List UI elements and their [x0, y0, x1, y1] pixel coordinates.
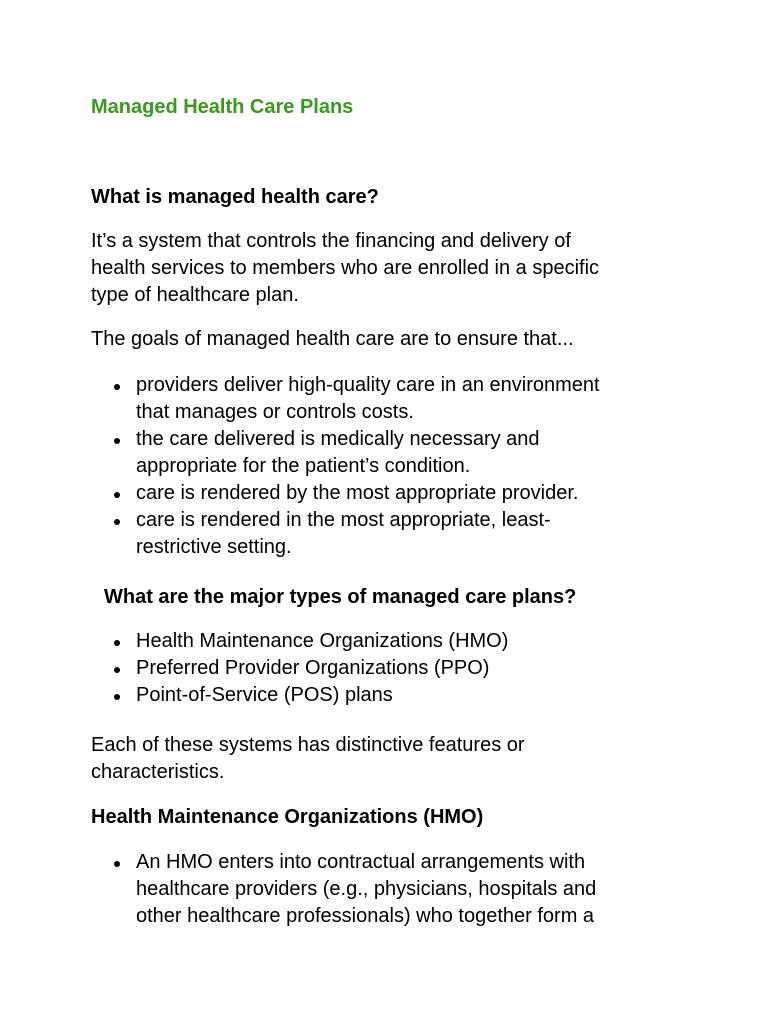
text-line: An HMO enters into contractual arrangements with: [136, 851, 586, 873]
bullet-icon: [114, 438, 120, 444]
text-line: Each of these systems has distinctive features or: [91, 734, 525, 756]
bullet-icon: [114, 694, 120, 700]
goals-list: [91, 372, 691, 561]
text-line: restrictive setting.: [136, 536, 292, 558]
text-line: It’s a system that controls the financing and delivery of: [91, 230, 571, 252]
text-line: type of healthcare plan.: [91, 284, 299, 306]
text-line: appropriate for the patient’s condition.: [136, 455, 471, 477]
text-line: care is rendered by the most appropriate provider.: [136, 482, 579, 504]
bullet-icon: [114, 492, 120, 498]
list-item: [91, 507, 691, 561]
text-line: health services to members who are enrolled in a specific: [91, 257, 600, 279]
plan-types-list: [91, 628, 691, 709]
paragraph-definition: [91, 228, 691, 309]
list-item: [91, 426, 691, 480]
text-line: care is rendered in the most appropriate, least-: [136, 509, 551, 531]
bullet-icon: [114, 384, 120, 390]
heading-what-is-managed-care: What is managed health care?: [91, 186, 379, 208]
text-line: healthcare providers (e.g., physicians, hospitals and: [136, 878, 597, 900]
list-item: [91, 372, 691, 426]
list-item: [91, 655, 691, 682]
heading-hmo: Health Maintenance Organizations (HMO): [91, 806, 484, 828]
list-item: [91, 682, 691, 709]
bullet-icon: [114, 519, 120, 525]
bullet-icon: [114, 640, 120, 646]
list-item: [91, 480, 691, 507]
text-line: Preferred Provider Organizations (PPO): [136, 657, 490, 679]
document-title: Managed Health Care Plans: [91, 96, 354, 118]
text-line: Health Maintenance Organizations (HMO): [136, 630, 509, 652]
text-line: that manages or controls costs.: [136, 401, 414, 423]
text-line: Point-of-Service (POS) plans: [136, 684, 393, 706]
heading-major-types: What are the major types of managed care plans?: [104, 586, 577, 608]
bullet-icon: [114, 861, 120, 867]
text-line: the care delivered is medically necessary and: [136, 428, 540, 450]
hmo-list: [91, 849, 691, 930]
text-line: characteristics.: [91, 761, 225, 783]
paragraph-distinctive-features: [91, 732, 691, 786]
bullet-icon: [114, 667, 120, 673]
text-line: providers deliver high-quality care in an environment: [136, 374, 600, 396]
paragraph-goals-intro: The goals of managed health care are to ensure that...: [91, 328, 574, 350]
text-line: other healthcare professionals) who together form a: [136, 905, 595, 927]
list-item: [91, 849, 691, 930]
list-item: [91, 628, 691, 655]
